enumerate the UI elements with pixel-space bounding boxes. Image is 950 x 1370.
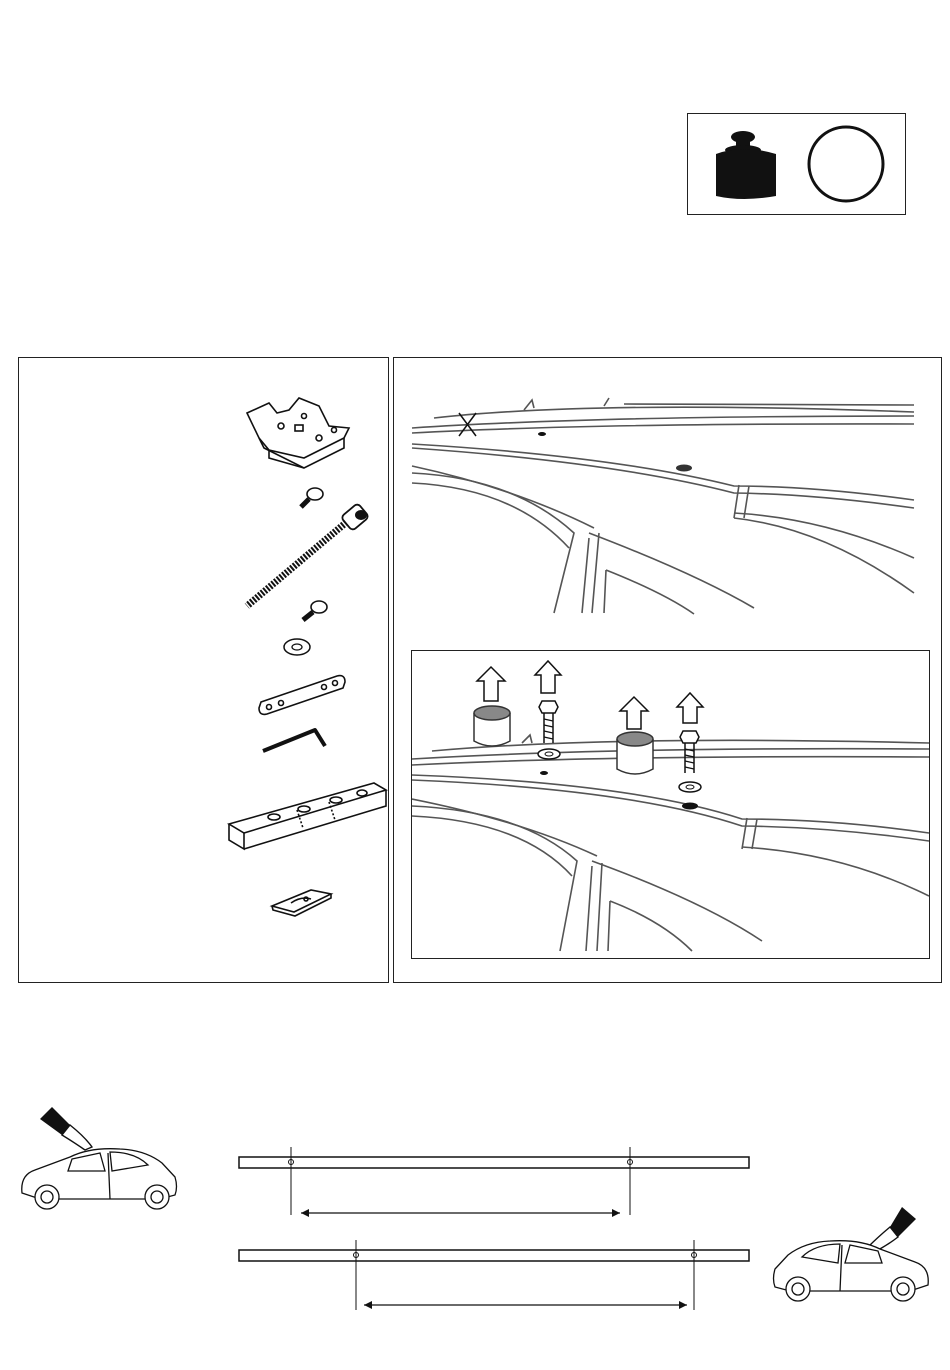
arrow-up-icon (477, 667, 505, 701)
bolt-icon (539, 701, 558, 743)
inset-view-box (411, 650, 930, 959)
bolt-icon (680, 731, 699, 773)
flat-plate-icon (259, 676, 345, 715)
end-cap-icon (617, 732, 653, 774)
short-bolt-icon (301, 488, 323, 507)
end-cap-icon (474, 706, 510, 746)
rail-position-diagram (0, 1095, 950, 1370)
distance-arrow-icon (301, 1209, 620, 1217)
front-rail-bar (239, 1147, 749, 1217)
arrow-up-icon (535, 661, 561, 693)
rear-rail-bar (239, 1240, 749, 1310)
distance-arrow-icon (364, 1301, 687, 1309)
parts-illustration (19, 358, 388, 982)
roof-view-top (394, 358, 941, 628)
weight-symbol-box (687, 113, 906, 215)
roof-mount-hole (540, 771, 548, 775)
weight-icon (716, 131, 776, 199)
car-icon (774, 1241, 929, 1301)
arrow-up-icon (620, 697, 648, 729)
pointing-hand-icon (40, 1107, 92, 1150)
pointing-hand-icon (868, 1207, 916, 1253)
roof-view-caps-removed (412, 651, 929, 958)
roof-mount-hole (538, 432, 546, 436)
roof-mount-hole (676, 465, 692, 472)
pad-plate-icon (272, 890, 331, 916)
short-bolt-icon (303, 601, 327, 620)
rubber-block-icon (229, 783, 386, 849)
weight-symbol-graphic (688, 114, 905, 214)
parts-panel (18, 357, 389, 983)
arrow-up-icon (677, 693, 703, 723)
roof-rail-panel (393, 357, 942, 983)
roof-mount-hole (682, 803, 698, 810)
washer-icon (284, 639, 310, 655)
long-bolt-icon (247, 503, 369, 606)
car-icon (22, 1149, 177, 1209)
empty-circle-icon (809, 127, 883, 201)
allen-key-icon (263, 730, 325, 751)
mounting-bracket-icon (247, 398, 349, 468)
